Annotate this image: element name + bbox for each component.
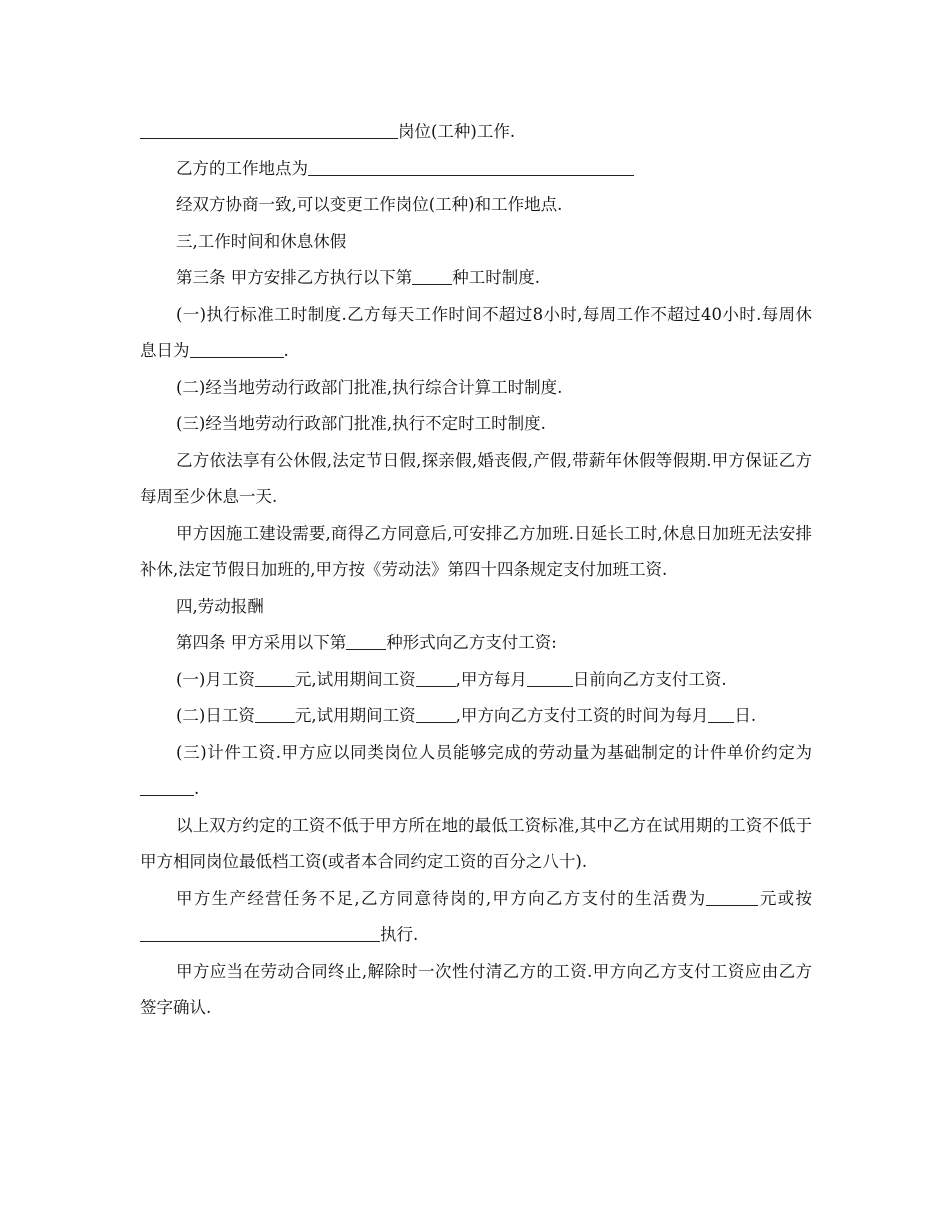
payment-form-blank[interactable] xyxy=(346,633,386,651)
standby-or-label: 元或按 xyxy=(758,888,812,908)
daily-payday-label: ,甲方向乙方支付工资的时间为每月 xyxy=(455,706,709,725)
piece-wage-tail: . xyxy=(194,779,200,798)
paragraph-daily-wage xyxy=(140,698,812,735)
standard-hours-text: (一)执行标准工时制度.乙方每天工作时间不超过8小时,每周工作不超过40小时.每周休息日为 xyxy=(140,304,812,360)
paragraph-piece-wage xyxy=(140,735,812,808)
position-text: 岗位(工种)工作. xyxy=(398,122,516,141)
paragraph-overtime: 甲方因施工建设需要,商得乙方同意后,可安排乙方加班.日延长工时,休息日加班无法安排补休,法定节假日加班的,甲方按《劳动法》第四十四条规定支付加班工资. xyxy=(140,523,812,579)
monthly-wage-blank[interactable] xyxy=(255,669,295,687)
position-blank[interactable] xyxy=(140,122,398,140)
paragraph-minimum-wage: 以上双方约定的工资不低于甲方所在地的最低工资标准,其中乙方在试用期的工资不低于甲方相同岗位最低档工资(或者本合同约定工资的百分之八十). xyxy=(140,815,812,871)
paragraph-position xyxy=(140,114,812,151)
paragraph-flexible-hours: (三)经当地劳动行政部门批准,执行不定时工时制度. xyxy=(176,414,546,433)
monthly-payday-label: ,甲方每月 xyxy=(455,669,527,689)
monthly-probation-blank[interactable] xyxy=(416,669,456,687)
work-location-blank[interactable] xyxy=(308,158,634,176)
hours-system-blank[interactable] xyxy=(412,268,452,286)
contract-page xyxy=(140,114,812,1027)
paragraph-standby-allowance xyxy=(140,881,812,954)
article-four-tail: 种形式向乙方支付工资: xyxy=(386,633,557,652)
paragraph-final-payment: 甲方应当在劳动合同终止,解除时一次性付清乙方的工资.甲方向乙方支付工资应由乙方签字确认. xyxy=(140,961,812,1017)
paragraph-article-three xyxy=(140,260,812,297)
monthly-payday-blank[interactable] xyxy=(527,669,573,687)
piece-price-blank[interactable] xyxy=(140,779,194,797)
daily-wage-tail: 日. xyxy=(734,706,757,725)
paragraph-standard-hours xyxy=(140,297,812,370)
paragraph-change-position: 经双方协商一致,可以变更工作岗位(工种)和工作地点. xyxy=(176,195,563,214)
daily-wage-label: (二)日工资 xyxy=(176,706,255,725)
paragraph-holidays: 乙方依法享有公休假,法定节日假,探亲假,婚丧假,产假,带薪年休假等假期.甲方保证乙方每周至少休息一天. xyxy=(140,450,812,506)
article-three-head: 第三条 甲方安排乙方执行以下第 xyxy=(176,268,413,287)
monthly-wage-label: (一)月工资 xyxy=(176,669,255,689)
article-three-tail: 种工时制度. xyxy=(452,268,540,287)
standby-text: 甲方生产经营任务不足,乙方同意待岗的,甲方向乙方支付的生活费为 xyxy=(176,888,707,908)
daily-payday-blank[interactable] xyxy=(708,706,734,724)
daily-wage-blank[interactable] xyxy=(255,706,295,724)
rest-day-blank[interactable] xyxy=(190,341,284,359)
paragraph-monthly-wage xyxy=(140,662,812,699)
paragraph-comprehensive-hours: (二)经当地劳动行政部门批准,执行综合计算工时制度. xyxy=(176,377,563,397)
section-heading-work-time: 三,工作时间和休息休假 xyxy=(176,231,347,251)
daily-probation-label: 元,试用期间工资 xyxy=(294,706,416,725)
article-four-head: 第四条 甲方采用以下第 xyxy=(176,633,347,652)
piece-wage-text: (三)计件工资.甲方应以同类岗位人员能够完成的劳动量为基础制定的计件单价约定为 xyxy=(176,742,812,762)
daily-probation-blank[interactable] xyxy=(416,706,456,724)
standby-tail: 执行. xyxy=(380,925,419,944)
monthly-wage-tail: 日前向乙方支付工资. xyxy=(572,669,727,689)
monthly-probation-label: 元,试用期间工资 xyxy=(294,669,416,689)
section-heading-remuneration: 四,劳动报酬 xyxy=(176,596,264,616)
standard-hours-tail: . xyxy=(283,341,289,360)
work-location-label: 乙方的工作地点为 xyxy=(176,158,308,178)
standby-method-blank[interactable] xyxy=(140,925,380,943)
paragraph-work-location xyxy=(140,151,812,188)
paragraph-article-four xyxy=(140,625,812,662)
living-allowance-blank[interactable] xyxy=(706,888,758,906)
